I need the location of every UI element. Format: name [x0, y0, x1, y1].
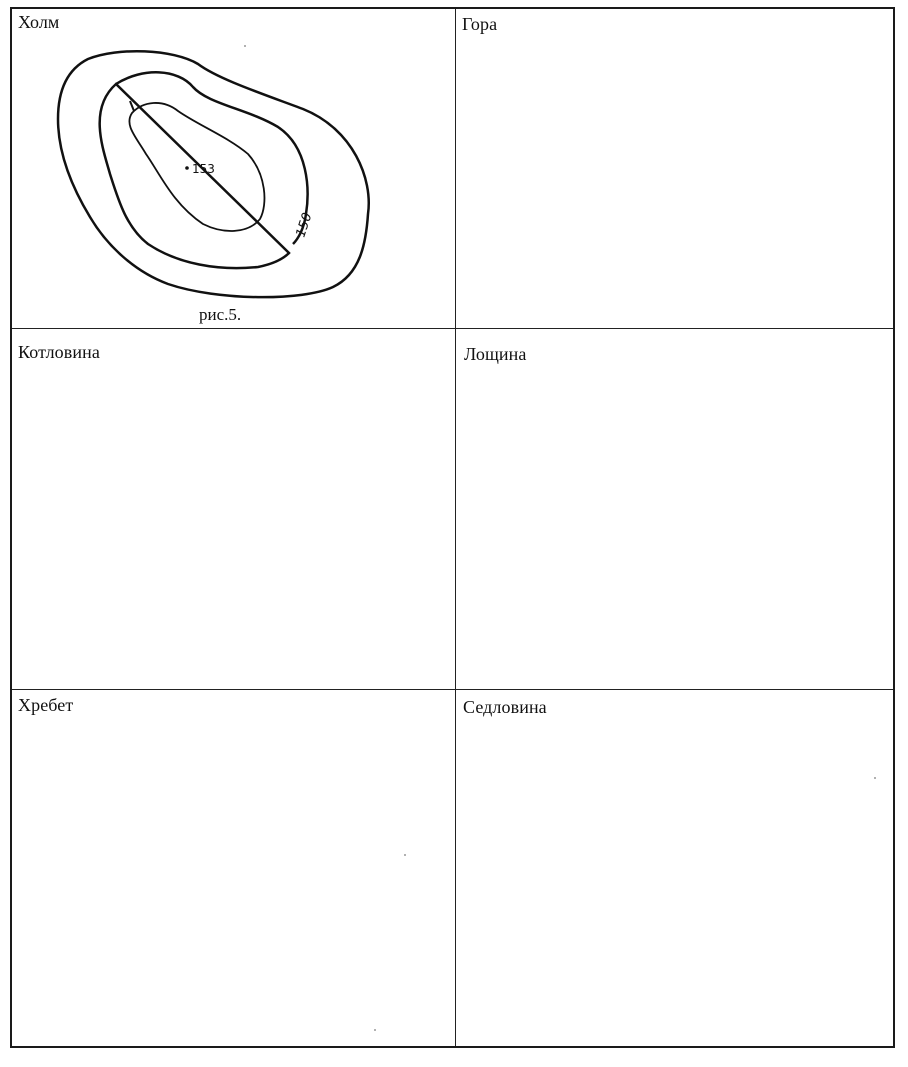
figure-caption: рис.5. — [199, 305, 242, 324]
cell-label-khrebet: Хребет — [18, 695, 74, 715]
scan-speck — [874, 777, 876, 779]
cell-label-sedlovina: Седловина — [463, 697, 547, 717]
row-divider-1 — [12, 328, 893, 329]
spot-height-point — [185, 166, 189, 170]
relief-forms-table — [10, 7, 895, 1048]
scan-speck — [244, 45, 246, 47]
contour-value-label: 150 — [293, 210, 316, 240]
cell-label-gora: Гора — [462, 14, 498, 34]
spot-height-label: 153 — [192, 162, 215, 176]
scan-speck — [404, 854, 406, 856]
cell-label-holm: Холм — [18, 12, 60, 32]
row-divider-2 — [12, 689, 893, 690]
hill-contour-figure — [48, 39, 378, 309]
cell-label-kotlovina: Котловина — [18, 342, 100, 362]
column-divider — [455, 9, 456, 1046]
cell-label-loshchina: Лощина — [464, 344, 527, 364]
scan-speck — [374, 1029, 376, 1031]
